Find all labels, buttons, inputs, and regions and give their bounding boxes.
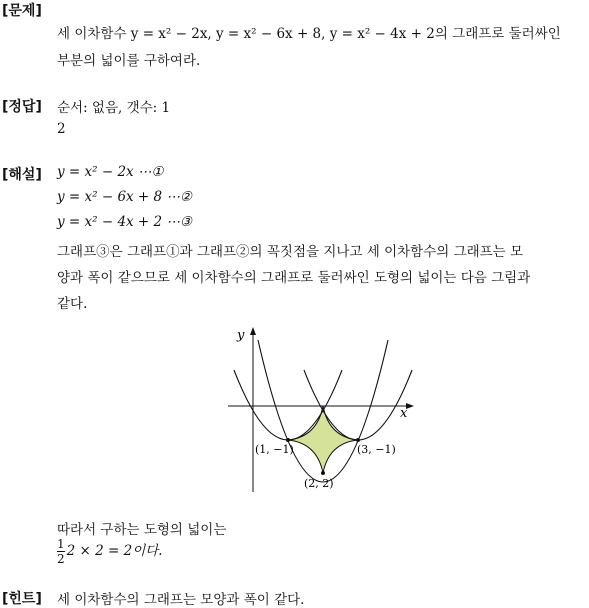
problem-line-1: 세 이차함수 y = x² − 2x, y = x² − 6x + 8, y = x² − 4x + 2의 그래프로 둘러싸인 — [57, 26, 561, 42]
point-right-label: (3, −1) — [357, 443, 396, 456]
conclusion-text: 따라서 구하는 도형의 넓이는 — [57, 522, 227, 538]
answer-line-2: 2 — [57, 121, 66, 137]
final-expression — [57, 538, 163, 565]
equation-1: y = x² − 2x ⋯① — [57, 164, 164, 180]
x-axis-label: x — [400, 406, 408, 421]
point-right-dot — [356, 438, 360, 442]
point-bottom-dot — [321, 471, 325, 475]
final-expression-text: 2 × 2 = 2이다. — [66, 543, 163, 559]
solution-text-2: 양과 폭이 같으므로 세 이차함수의 그래프로 둘러싸인 도형의 넓이는 다음 그림과 — [57, 270, 531, 286]
solution-text-3: 같다. — [57, 296, 88, 312]
y-axis-label: y — [237, 328, 245, 343]
point-bottom-label: (2, 2) — [304, 477, 334, 490]
answer-tag: [정답] — [2, 99, 42, 115]
parabola-figure — [220, 322, 420, 494]
shaded-region — [288, 406, 358, 473]
point-left-dot — [286, 438, 290, 442]
solution-text-1: 그래프③은 그래프①과 그래프②의 꼭짓점을 지나고 세 이차함수의 그래프는 모 — [57, 244, 524, 260]
problem-tag: [문제] — [2, 3, 42, 19]
fraction-one-half — [57, 538, 65, 565]
fraction-numerator: 1 — [57, 537, 65, 551]
equation-3: y = x² − 4x + 2 ⋯③ — [57, 214, 193, 230]
point-left-label: (1, −1) — [255, 443, 294, 456]
answer-line-1: 순서: 없음, 갯수: 1 — [57, 100, 171, 116]
hint-tag: [힌트] — [2, 591, 42, 607]
equation-2: y = x² − 6x + 8 ⋯② — [57, 189, 193, 205]
problem-line-2: 부분의 넓이를 구하여라. — [57, 53, 201, 69]
solution-tag: [해설] — [2, 167, 42, 183]
fraction-denominator: 2 — [57, 552, 65, 566]
y-axis-arrow — [250, 327, 256, 335]
hint-text: 세 이차함수의 그래프는 모양과 폭이 같다. — [57, 592, 305, 608]
